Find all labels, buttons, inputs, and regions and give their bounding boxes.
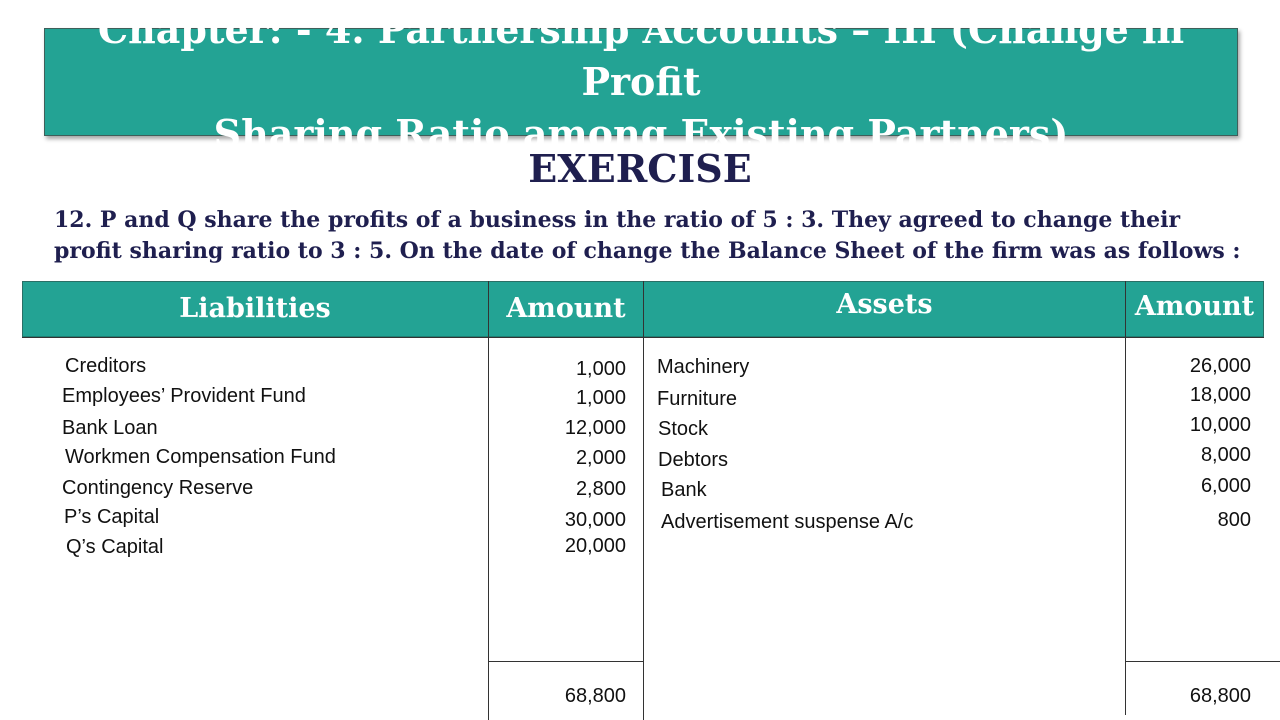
asset-name: Debtors (658, 449, 729, 471)
liability-name: Bank Loan (62, 417, 158, 439)
divider-amount-assets (643, 281, 644, 720)
question-line-2: profit sharing ratio to 3 : 5. On the date of change the Balance Sheet of the firm was as follows : (54, 238, 1241, 264)
chapter-title-line-1: Chapter: - 4. Partnership Accounts – III (Change in Profit (97, 7, 1185, 104)
header-right-border (1263, 281, 1264, 337)
header-liabilities: Liabilities (22, 281, 488, 337)
total-line-liabilities (488, 661, 644, 662)
liability-amount: 20,000 (564, 535, 626, 557)
total-line-assets (1125, 661, 1280, 662)
asset-amount: 10,000 (1189, 414, 1251, 436)
liability-name: Q’s Capital (66, 536, 164, 558)
liability-amount: 1,000 (575, 358, 626, 380)
asset-name: Advertisement suspense A/c (661, 511, 914, 533)
liability-amount: 12,000 (564, 417, 626, 439)
liability-name: Creditors (65, 355, 147, 377)
header-amount-assets: Amount (1126, 281, 1263, 337)
liability-amount: 2,000 (575, 447, 626, 469)
liability-name: P’s Capital (64, 506, 160, 528)
liability-amount: 2,800 (575, 478, 626, 500)
asset-name: Bank (661, 479, 707, 501)
header-amount-liabilities: Amount (489, 281, 643, 337)
divider-liab-amount (488, 281, 489, 720)
liability-name: Employees’ Provident Fund (62, 385, 306, 407)
asset-amount: 6,000 (1200, 475, 1251, 497)
asset-name: Stock (658, 418, 709, 440)
liability-amount: 1,000 (575, 387, 626, 409)
total-liabilities: 68,800 (564, 685, 626, 707)
asset-amount: 18,000 (1189, 384, 1251, 406)
header-assets: Assets (644, 281, 1125, 337)
chapter-title-line-2: Sharing Ratio among Existing Partners) (213, 111, 1069, 156)
asset-name: Furniture (657, 388, 738, 410)
header-left-border (22, 281, 23, 337)
liability-name: Workmen Compensation Fund (65, 446, 336, 468)
asset-amount: 800 (1217, 509, 1251, 531)
liability-amount: 30,000 (564, 509, 626, 531)
question-text (54, 205, 1254, 267)
chapter-title-banner (44, 7, 1238, 156)
divider-assets-amount (1125, 281, 1126, 715)
exercise-heading: EXERCISE (528, 146, 752, 191)
asset-name: Machinery (657, 356, 750, 378)
asset-amount: 26,000 (1189, 355, 1251, 377)
asset-amount: 8,000 (1200, 444, 1251, 466)
question-line-1: 12. P and Q share the profits of a business in the ratio of 5 : 3. They agreed to change their (54, 207, 1181, 233)
liability-name: Contingency Reserve (62, 477, 254, 499)
total-assets: 68,800 (1189, 685, 1251, 707)
